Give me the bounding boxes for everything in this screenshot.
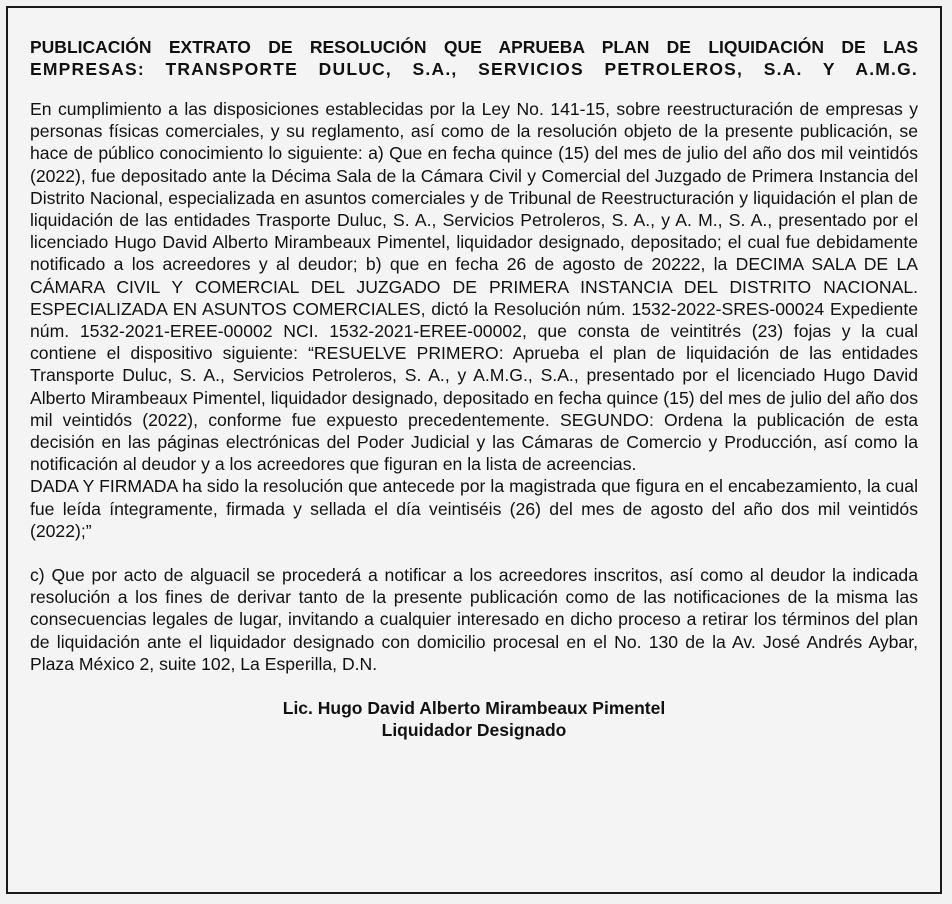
title-line-1: PUBLICACIÓN EXTRATO DE RESOLUCIÓN QUE APRUEBA PLAN DE LIQUIDACIÓN DE LAS — [30, 37, 918, 57]
notice-content — [30, 36, 918, 741]
body-paragraph-2: DADA Y FIRMADA ha sido la resolución que antecede por la magistrada que figura en el encabezamiento, la cual fue leída íntegramente, firmada y sellada el día veintiséis (26) del mes de agosto del año dos mil veintidós (2022);” — [30, 476, 918, 541]
notice-frame — [6, 6, 942, 894]
body-paragraph-3: c) Que por acto de alguacil se procederá a notificar a los acreedores inscritos, así como al deudor la indicada resolución a los fines de derivar tanto de la presente publicación como de las notificaciones de la misma las consecuencias legales de lugar, invitando a cualquier interesado en dicho proceso a retirar los términos del plan de liquidación ante el liquidador designado con domicilio procesal en el No. 130 de la Av. José Andrés Aybar, Plaza México 2, suite 102, La Esperilla, D.N. — [30, 565, 918, 674]
signature-block — [30, 697, 918, 741]
title-line-2: EMPRESAS: TRANSPORTE DULUC, S.A., SERVICIOS PETROLEROS, S.A. Y A.M.G. — [30, 59, 918, 79]
body-paragraph-1: En cumplimiento a las disposiciones establecidas por la Ley No. 141-15, sobre reestructuración de empresas y personas físicas comerciales, y su reglamento, así como de la resolución objeto de la presente publicación, se hace de público conocimiento lo siguiente: a) Que en fecha quince (15) del mes de julio del año dos mil veintidós (2022), fue depositado ante la Décima Sala de la Cámara Civil y Comercial del Juzgado de Primera Instancia del Distrito Nacional, especializada en asuntos comerciales y de Tribunal de Reestructuración y liquidación el plan de liquidación de las entidades Trasporte Duluc, S. A., Servicios Petroleros, S. A., y A. M., S. A., presentado por el licenciado Hugo David Alberto Mirambeaux Pimentel, liquidador designado, depositado; el cual fue debidamente notificado a los acreedores y al deudor; b) que en fecha 26 de agosto de 20222, la DECIMA SALA DE LA CÁMARA CIVIL Y COMERCIAL DEL JUZGADO DE PRIMERA INSTANCIA DEL DISTRITO NACIONAL. ESPECIALIZADA EN ASUNTOS COMERCIALES, dictó la Resolución núm. 1532-2022-SRES-00024 Expediente núm. 1532-2021-EREE-00002 NCI. 1532-2021-EREE-00002, que consta de veintitrés (23) fojas y la cual contiene el dispositivo siguiente: “RESUELVE PRIMERO: Aprueba el plan de liquidación de las entidades Transporte Duluc, S. A., Servicios Petroleros, S. A., y A.M.G., S.A., presentado por el licenciado Hugo David Alberto Mirambeaux Pimentel, liquidador designado, depositado en fecha quince (15) del mes de julio del año dos mil veintidós (2022), conforme fue expuesto precedentemente. SEGUNDO: Ordena la publicación de esta decisión en las páginas electrónicas del Poder Judicial y las Cámaras de Comercio y Producción, así como la notificación al deudor y a los acreedores que figuran en la lista de acreencias. — [30, 99, 918, 475]
signature-name: Lic. Hugo David Alberto Mirambeaux Pimentel — [282, 698, 666, 719]
paragraph-gap — [30, 542, 918, 564]
notice-title — [30, 36, 918, 80]
signature-role: Liquidador Designado — [381, 720, 567, 741]
